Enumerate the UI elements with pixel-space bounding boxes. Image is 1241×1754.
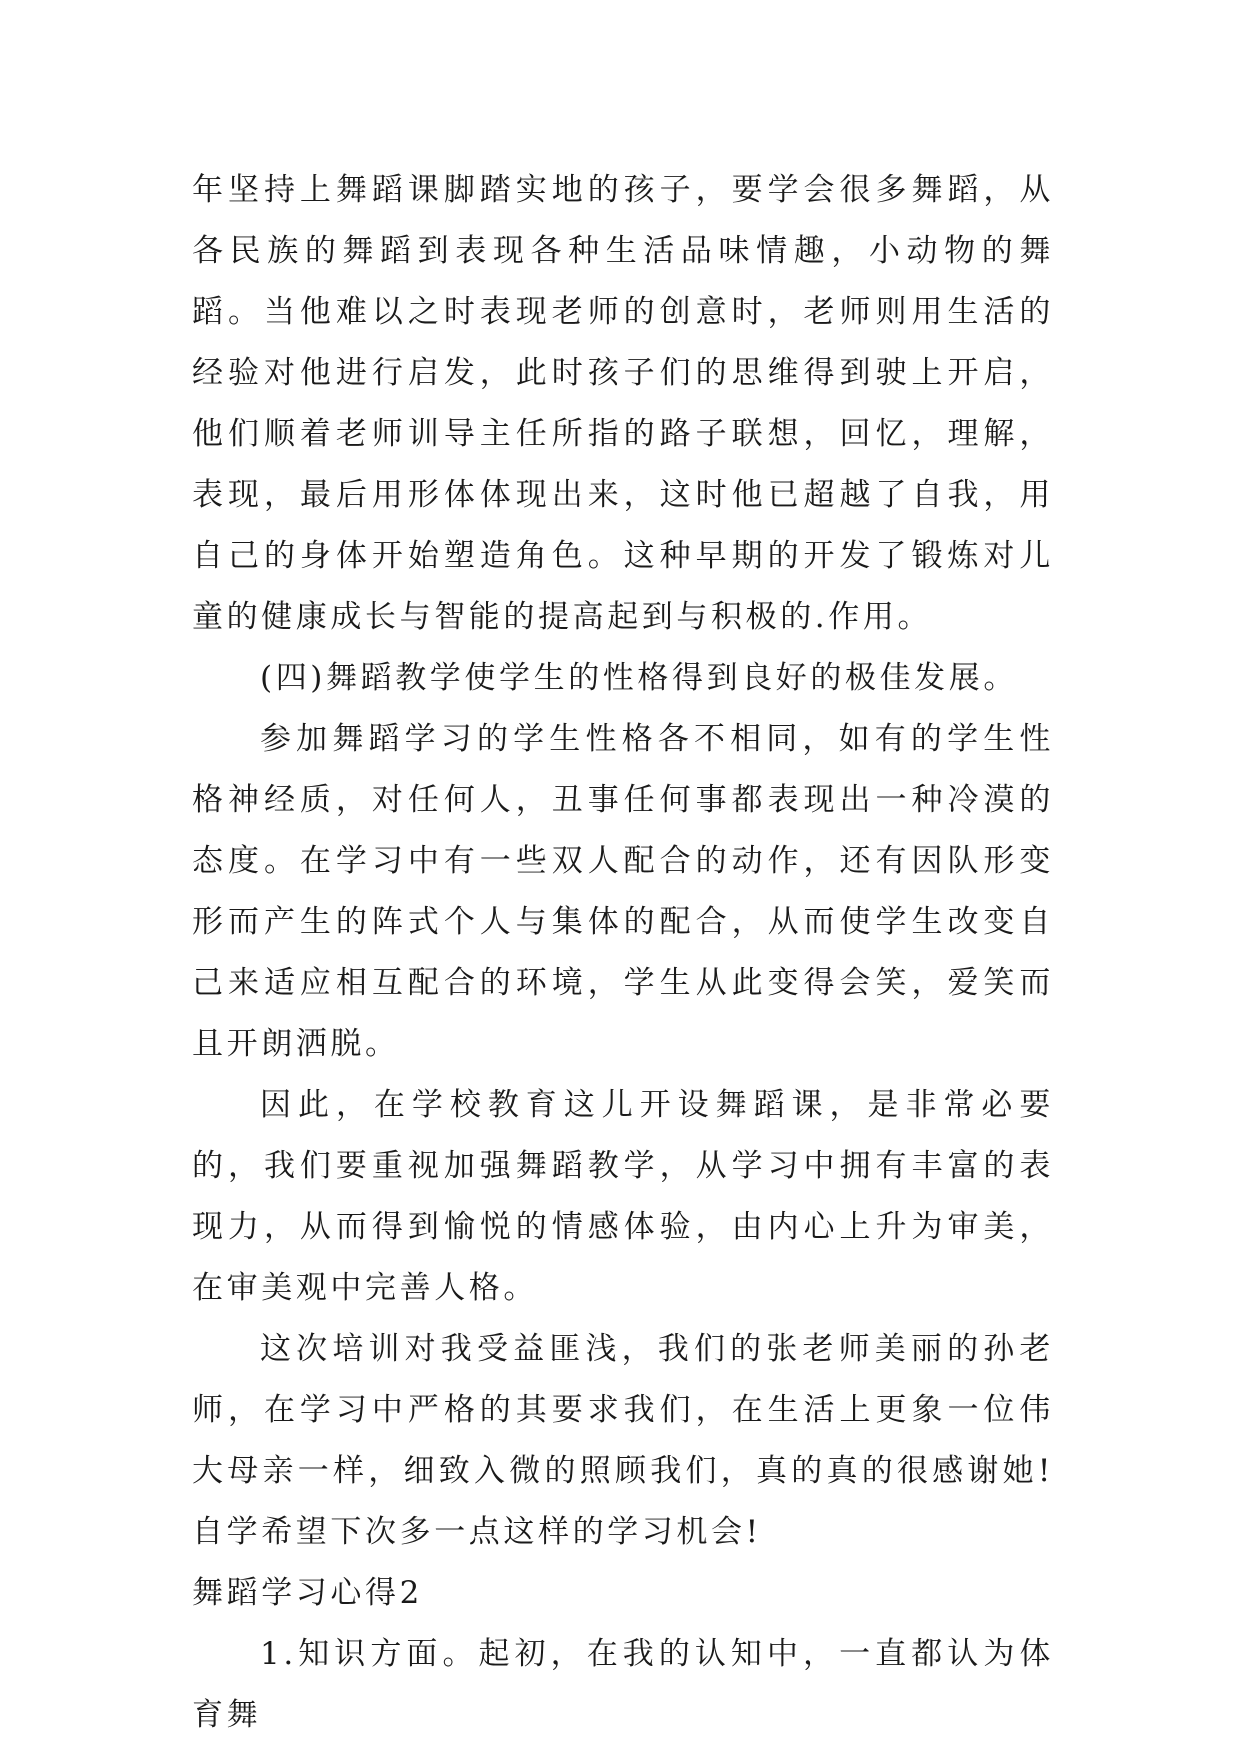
section-title: 舞蹈学习心得2 [192,1575,423,1611]
knowledge-paragraph: 1.知识方面。起初，在我的认知中，一直都认为体育舞 [192,1636,1054,1733]
continued-paragraph: 年坚持上舞蹈课脚踏实地的孩子，要学会很多舞蹈，从各民族的舞蹈到表现各种生活品味情趣，小动物的舞蹈。当他难以之时表现老师的创意时，老师则用生活的经验对他进行启发，此时孩子们的思维得到驶上开启，他们顺着老师训导主任所指的路子联想，回忆，理解，表现，最后用形体体现出来，这时他已超越了自我，用自己的身体开始塑造角色。这种早期的开发了锻炼对儿童的健康成长与智能的提高起到与积极的.作用。 [192,172,1054,635]
thanks-paragraph: 这次培训对我受益匪浅，我们的张老师美丽的孙老师，在学习中严格的其要求我们，在生活上更象一位伟大母亲一样，细致入微的照顾我们，真的真的很感谢她!自学希望下次多一点这样的学习机会! [192,1331,1054,1550]
section-four-heading: (四)舞蹈教学使学生的性格得到良好的极佳发展。 [260,660,1018,696]
document-page [192,160,1054,1746]
personality-paragraph: 参加舞蹈学习的学生性格各不相同，如有的学生性格神经质，对任何人，丑事任何事都表现出一种冷漠的态度。在学习中有一些双人配合的动作，还有因队形变形而产生的阵式个人与集体的配合，从而使学生改变自己来适应相互配合的环境，学生从此变得会笑，爱笑而且开朗洒脱。 [192,721,1054,1062]
conclusion-paragraph: 因此，在学校教育这儿开设舞蹈课，是非常必要的，我们要重视加强舞蹈教学，从学习中拥有丰富的表现力，从而得到愉悦的情感体验，由内心上升为审美，在审美观中完善人格。 [192,1087,1054,1306]
